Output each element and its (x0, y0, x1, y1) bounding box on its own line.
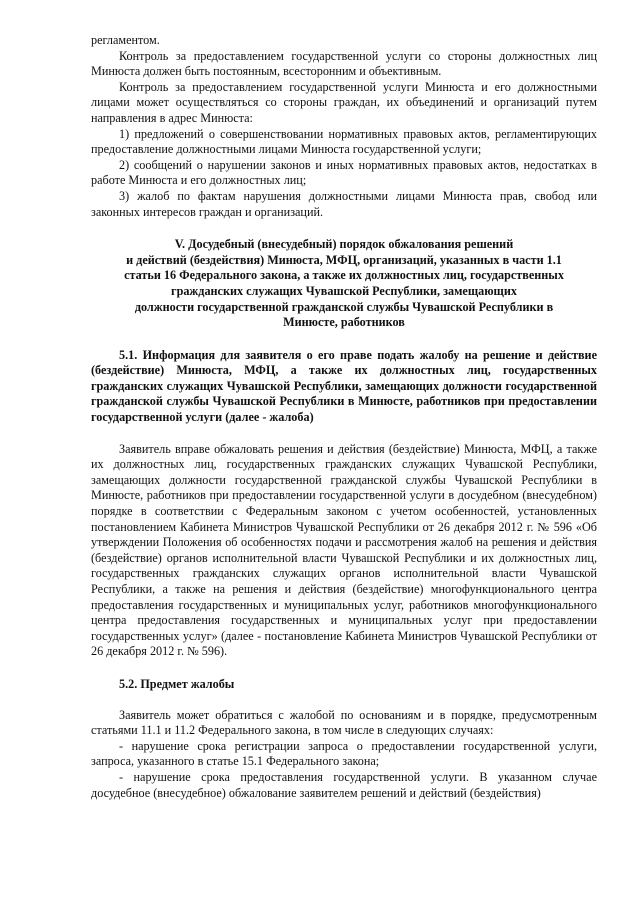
list-item: 1) предложений о совершенствовании нормативных правовых актов, регламентирующих предоставление должностными лицами Минюста государственной услуги; (91, 126, 597, 157)
subsection-heading: 5.1. Информация для заявителя о его праве подать жалобу на решение и действие (бездействие) Минюста, МФЦ, а также их должностных лиц, государственных гражданских служащих Чувашской Республики, замещающих должности государственной гражданской службы Чувашской Республики в Минюсте, работников при предоставлении государственной услуги (далее - жалоба) (91, 347, 597, 425)
text-paragraph: Заявитель вправе обжаловать решения и действия (бездействие) Минюста, МФЦ, а также их должностных лиц, государственных гражданских служащих Чувашской Республики, замещающих должности государственной гражданской службы Чувашской Республики в Минюсте, работников при предоставлении государственной услуги в досудебном (внесудебном) порядке в соответствии с Федеральным законом с учетом особенностей, установленных постановлением Кабинета Министров Чувашской Республики от 26 декабря 2012 г. № 596 «Об утверждении Положения об особенностях подачи и рассмотрения жалоб на решения и действия (бездействие) органов исполнительной власти Чувашской Республики и их должностных лиц, государственных гражданских служащих органов исполнительной власти Чувашской Республики, а также на решения и действия (бездействие) многофункционального центра предоставления государственных и муниципальных услуг, работников многофункционального центра предоставления государственных и муниципальных услуг при предоставлении государственных услуг» (далее - постановление Кабинета Министров Чувашской Республики от 26 декабря 2012 г. № 596). (91, 441, 597, 659)
list-item: - нарушение срока предоставления государственной услуги. В указанном случае досудебное (внесудебное) обжалование заявителем решений и действий (бездействия) (91, 769, 597, 800)
subsection-heading: 5.2. Предмет жалобы (119, 676, 235, 691)
section-heading-line: гражданских служащих Чувашской Республики, замещающих (171, 283, 517, 298)
list-item: 2) сообщений о нарушении законов и иных нормативных правовых актов, недостатках в работе Минюста и его должностных лиц; (91, 157, 597, 188)
list-item: - нарушение срока регистрации запроса о предоставлении государственной услуги, запроса, указанного в статье 15.1 Федерального закона; (91, 738, 597, 769)
section-heading (91, 237, 597, 331)
section-heading-line: должности государственной гражданской службы Чувашской Республики в (134, 299, 554, 314)
list-item: 3) жалоб по фактам нарушения должностными лицами Минюста прав, свобод или законных интересов граждан и организаций. (91, 188, 597, 219)
text-paragraph: Контроль за предоставлением государственной услуги со стороны должностных лиц Минюста должен быть постоянным, всесторонним и объективным. (91, 48, 597, 79)
section-heading-line: Минюсте, работников (283, 315, 405, 330)
document-page (91, 33, 597, 801)
section-heading-line: V. Досудебный (внесудебный) порядок обжалования решений (174, 237, 514, 252)
text-paragraph: Заявитель может обратиться с жалобой по основаниям и в порядке, предусмотренным статьями 11.1 и 11.2 Федерального закона, в том числе в следующих случаях: (91, 707, 597, 738)
text-paragraph: Контроль за предоставлением государственной услуги Минюста и его должностными лицами может осуществляться со стороны граждан, их объединений и организаций путем направления в адрес Минюста: (91, 79, 597, 125)
section-heading-line: статьи 16 Федерального закона, а также их должностных лиц, государственных (124, 268, 564, 283)
section-heading-line: и действий (бездействия) Минюста, МФЦ, организаций, указанных в части 1.1 (126, 252, 562, 267)
text-paragraph: регламентом. (91, 33, 160, 47)
